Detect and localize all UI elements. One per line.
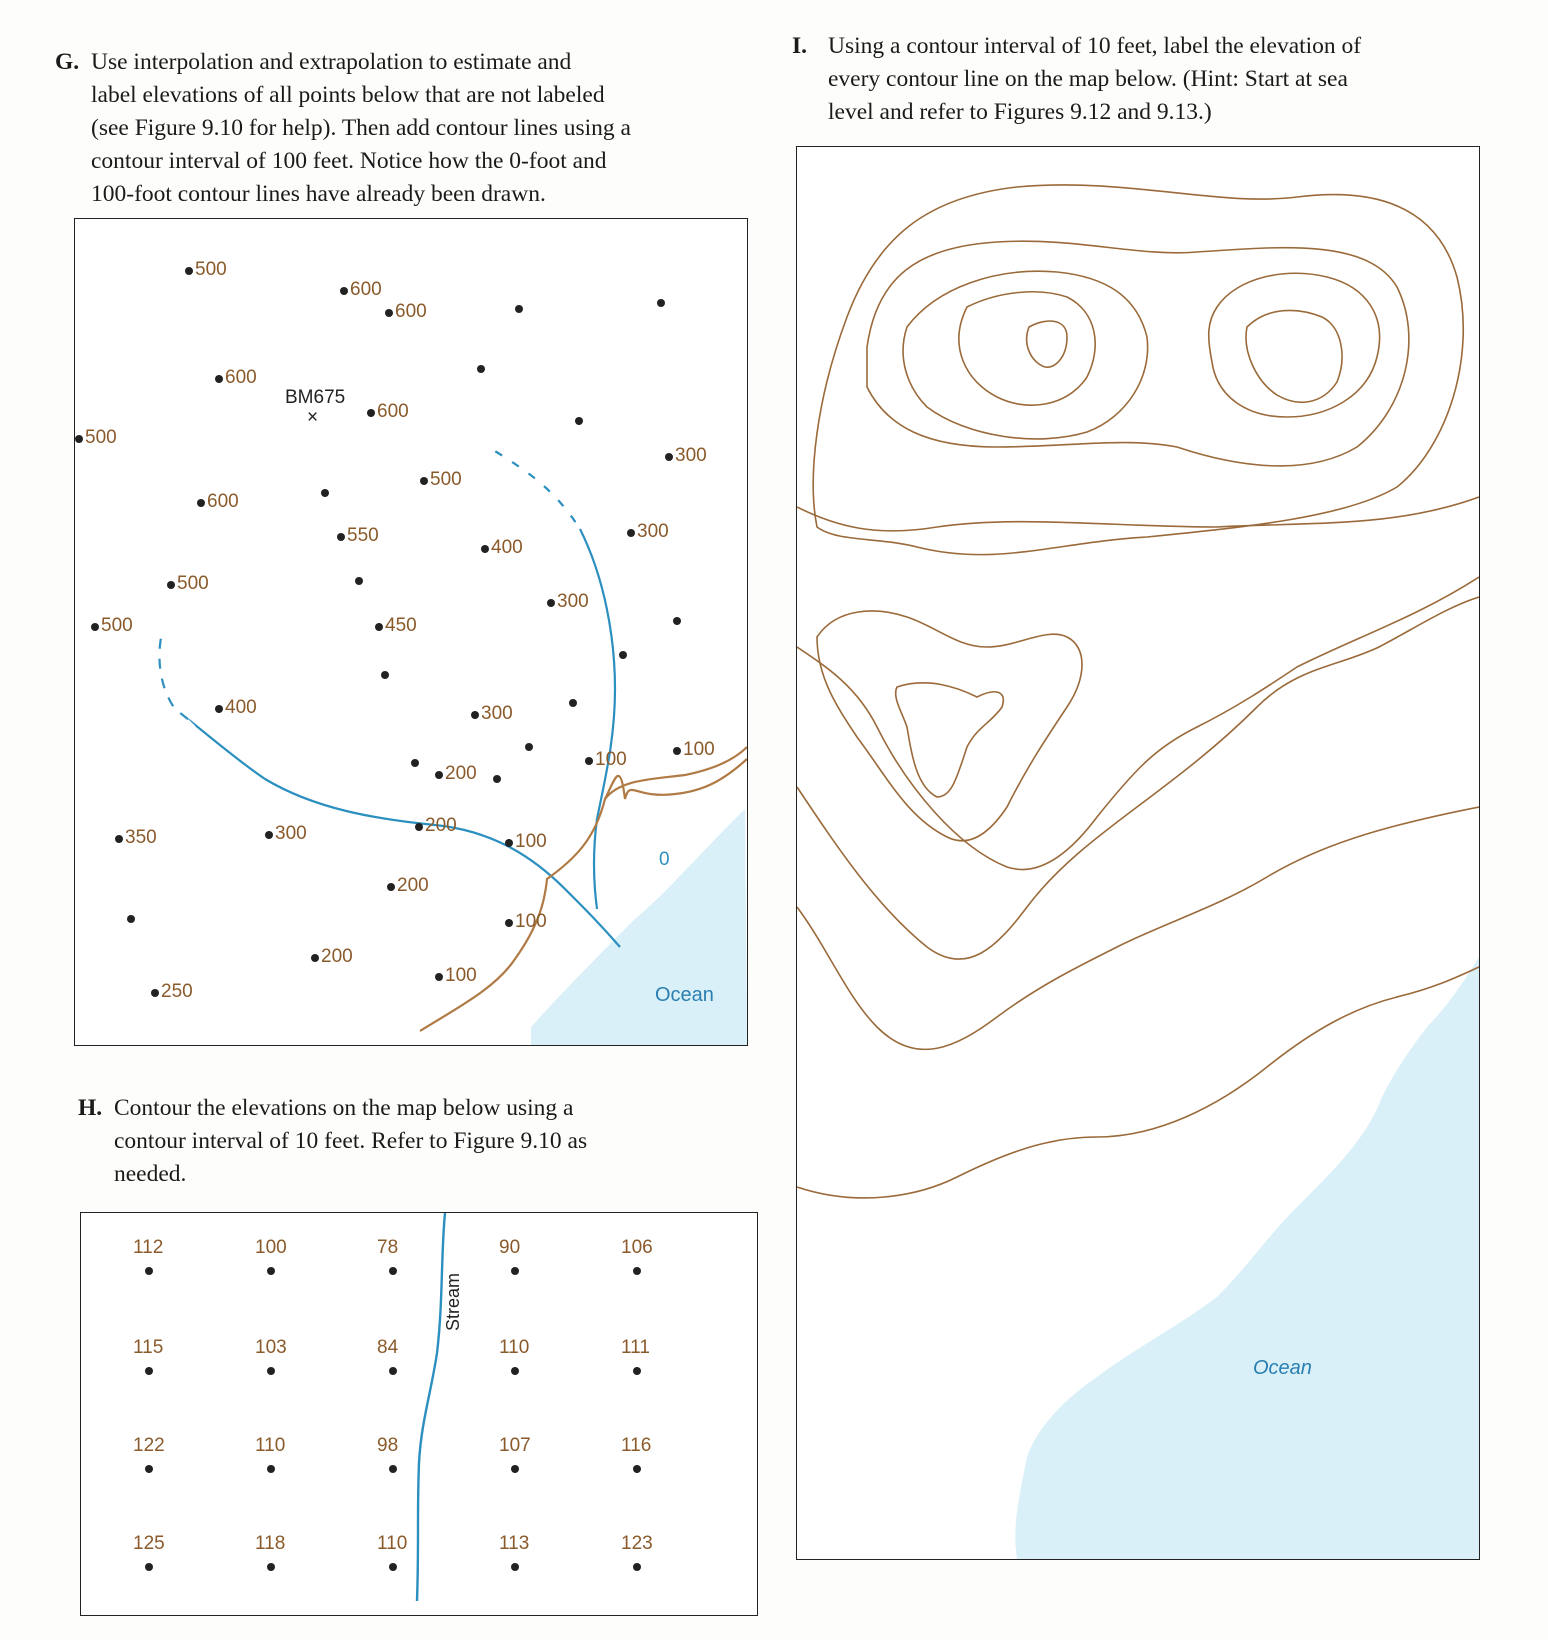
elevation-point xyxy=(511,1563,519,1571)
elevation-point xyxy=(115,835,123,843)
elevation-point xyxy=(673,747,681,755)
elevation-point xyxy=(145,1367,153,1375)
question-g-label: G. xyxy=(55,49,80,75)
contour-line xyxy=(867,241,1409,466)
elevation-point xyxy=(367,409,375,417)
elevation-label: 118 xyxy=(255,1533,286,1554)
elevation-label: 300 xyxy=(275,823,307,844)
elevation-point xyxy=(267,1465,275,1473)
elevation-point xyxy=(215,705,223,713)
elevation-point xyxy=(75,435,83,443)
elevation-label: 400 xyxy=(491,537,523,558)
question-g-line: contour interval of 100 feet. Notice how the 0-foot and xyxy=(91,148,607,174)
question-g-line: Use interpolation and extrapolation to estimate and xyxy=(91,49,572,75)
elevation-point xyxy=(151,989,159,997)
elevation-point xyxy=(337,533,345,541)
elevation-label: 400 xyxy=(225,697,257,718)
elevation-label: 100 xyxy=(515,831,547,852)
elevation-point xyxy=(167,581,175,589)
elevation-point xyxy=(311,954,319,962)
elevation-point xyxy=(145,1267,153,1275)
contour-line xyxy=(813,185,1463,555)
elevation-label: 600 xyxy=(225,367,257,388)
elevation-label: 100 xyxy=(445,965,477,986)
elevation-point xyxy=(619,651,627,659)
map-i xyxy=(796,146,1480,1560)
map-g xyxy=(74,218,748,1046)
elevation-point xyxy=(389,1367,397,1375)
contour-line xyxy=(1246,310,1342,402)
elevation-label: 107 xyxy=(499,1435,531,1456)
elevation-point xyxy=(471,711,479,719)
elevation-point xyxy=(547,599,555,607)
elevation-label: 300 xyxy=(637,521,669,542)
elevation-point xyxy=(505,839,513,847)
elevation-label: 300 xyxy=(557,591,589,612)
question-h-line: needed. xyxy=(114,1161,187,1187)
question-g-line: label elevations of all points below that are not labeled xyxy=(91,82,605,108)
elevation-point xyxy=(420,477,428,485)
elevation-point xyxy=(127,915,135,923)
contour-line xyxy=(959,292,1095,405)
elevation-point xyxy=(215,375,223,383)
elevation-point xyxy=(411,759,419,767)
question-g xyxy=(55,46,735,216)
elevation-label: 125 xyxy=(133,1533,165,1554)
elevation-label: 122 xyxy=(133,1435,165,1456)
contour-line xyxy=(1027,321,1067,367)
elevation-point xyxy=(435,973,443,981)
elevation-label: 450 xyxy=(385,615,417,636)
elevation-label: 110 xyxy=(255,1435,286,1456)
elevation-label: 600 xyxy=(207,491,239,512)
elevation-point xyxy=(145,1465,153,1473)
elevation-label: 600 xyxy=(395,301,427,322)
contour-line xyxy=(1209,273,1380,417)
elevation-label: 110 xyxy=(499,1337,530,1358)
elevation-label: 500 xyxy=(195,259,227,280)
elevation-label: 116 xyxy=(621,1435,652,1456)
stream-label: Stream xyxy=(443,1272,463,1331)
question-i-line: level and refer to Figures 9.12 and 9.13.) xyxy=(828,99,1212,125)
question-h-label: H. xyxy=(78,1095,103,1121)
ocean-label: Ocean xyxy=(1253,1357,1312,1379)
question-h-line: contour interval of 10 feet. Refer to Figure 9.10 as xyxy=(114,1128,588,1154)
elevation-label: 123 xyxy=(621,1533,653,1554)
elevation-point xyxy=(477,365,485,373)
elevation-point xyxy=(585,757,593,765)
elevation-point xyxy=(267,1367,275,1375)
stream-line-dashed xyxy=(159,629,225,755)
elevation-point xyxy=(633,1465,641,1473)
elevation-label: 84 xyxy=(377,1337,399,1358)
contour-line xyxy=(896,683,1004,797)
benchmark-label: BM675 xyxy=(285,387,346,408)
elevation-label: 100 xyxy=(595,749,627,770)
contour-line xyxy=(797,497,1479,531)
question-i-line: Using a contour interval of 10 feet, label the elevation of xyxy=(828,33,1362,59)
elevation-point xyxy=(415,823,423,831)
elevation-label: 200 xyxy=(445,763,477,784)
contour-line xyxy=(903,271,1148,439)
question-i xyxy=(792,30,1532,140)
elevation-point xyxy=(91,623,99,631)
elevation-point xyxy=(493,775,501,783)
elevation-label: 500 xyxy=(85,427,117,448)
elevation-point xyxy=(435,771,443,779)
elevation-label: 500 xyxy=(177,573,209,594)
ocean-area xyxy=(1015,957,1479,1559)
elevation-point xyxy=(511,1367,519,1375)
question-g-line: (see Figure 9.10 for help). Then add contour lines using a xyxy=(91,115,631,141)
question-i-label: I. xyxy=(792,33,808,59)
elevation-point xyxy=(387,883,395,891)
elevation-label: 110 xyxy=(377,1533,408,1554)
benchmark-x-icon: × xyxy=(307,407,319,428)
elevation-label: 78 xyxy=(377,1237,399,1258)
elevation-point xyxy=(633,1563,641,1571)
elevation-label: 100 xyxy=(255,1237,287,1258)
elevation-label: 300 xyxy=(481,703,513,724)
elevation-point xyxy=(265,831,273,839)
ocean-label: Ocean xyxy=(655,984,714,1006)
map-h-drawing xyxy=(81,1213,757,1615)
elevation-point xyxy=(385,309,393,317)
elevation-label: 250 xyxy=(161,981,193,1002)
elevation-label: 100 xyxy=(515,911,547,932)
stream-line-branch-dashed xyxy=(485,445,580,529)
elevation-point xyxy=(389,1267,397,1275)
elevation-point xyxy=(321,489,329,497)
elevation-point xyxy=(569,699,577,707)
elevation-label: 350 xyxy=(125,827,157,848)
contour-line xyxy=(797,577,1479,870)
elevation-point xyxy=(511,1267,519,1275)
elevation-point xyxy=(665,453,673,461)
elevation-label: 200 xyxy=(425,815,457,836)
elevation-label: 90 xyxy=(499,1237,521,1258)
elevation-point xyxy=(267,1267,275,1275)
elevation-point xyxy=(673,617,681,625)
elevation-label: 200 xyxy=(397,875,429,896)
elevation-label: 200 xyxy=(321,946,353,967)
stream-line-branch xyxy=(485,445,615,909)
elevation-label: 100 xyxy=(683,739,715,760)
elevation-point xyxy=(633,1367,641,1375)
elevation-label: 300 xyxy=(675,445,707,466)
elevation-point xyxy=(505,919,513,927)
elevation-label: 500 xyxy=(101,615,133,636)
elevation-label: 600 xyxy=(377,401,409,422)
map-i-drawing xyxy=(797,147,1479,1559)
elevation-point xyxy=(389,1465,397,1473)
question-h-line: Contour the elevations on the map below using a xyxy=(114,1095,574,1121)
elevation-label: 550 xyxy=(347,525,379,546)
elevation-label: 500 xyxy=(430,469,462,490)
elevation-label: 103 xyxy=(255,1337,287,1358)
elevation-label: 98 xyxy=(377,1435,399,1456)
map-h xyxy=(80,1212,758,1616)
elevation-point xyxy=(375,623,383,631)
elevation-point xyxy=(575,417,583,425)
question-h xyxy=(78,1092,758,1202)
elevation-point xyxy=(627,529,635,537)
ocean-area xyxy=(531,809,747,1045)
stream-line xyxy=(417,1213,445,1601)
elevation-point xyxy=(511,1465,519,1473)
elevation-point xyxy=(355,577,363,585)
elevation-label: 113 xyxy=(499,1533,530,1554)
elevation-label: 111 xyxy=(621,1337,650,1358)
contour-line xyxy=(797,597,1479,959)
elevation-label: 115 xyxy=(133,1337,164,1358)
question-i-line: every contour line on the map below. (Hint: Start at sea xyxy=(828,66,1348,92)
elevation-point xyxy=(515,305,523,313)
elevation-point xyxy=(633,1267,641,1275)
elevation-point xyxy=(525,743,533,751)
elevation-label: 112 xyxy=(133,1237,164,1258)
question-g-line: 100-foot contour lines have already been drawn. xyxy=(91,181,546,207)
elevation-point xyxy=(389,1563,397,1571)
elevation-label: 600 xyxy=(350,279,382,300)
contour-line xyxy=(797,807,1479,1049)
elevation-point xyxy=(381,671,389,679)
elevation-point xyxy=(185,267,193,275)
elevation-point xyxy=(145,1563,153,1571)
elevation-point xyxy=(267,1563,275,1571)
elevation-point xyxy=(481,545,489,553)
elevation-point xyxy=(340,287,348,295)
elevation-label: 106 xyxy=(621,1237,653,1258)
contour-line xyxy=(817,611,1082,841)
elevation-point xyxy=(657,299,665,307)
contour-zero-label: 0 xyxy=(659,849,670,870)
elevation-point xyxy=(197,499,205,507)
stream-line xyxy=(159,629,620,947)
